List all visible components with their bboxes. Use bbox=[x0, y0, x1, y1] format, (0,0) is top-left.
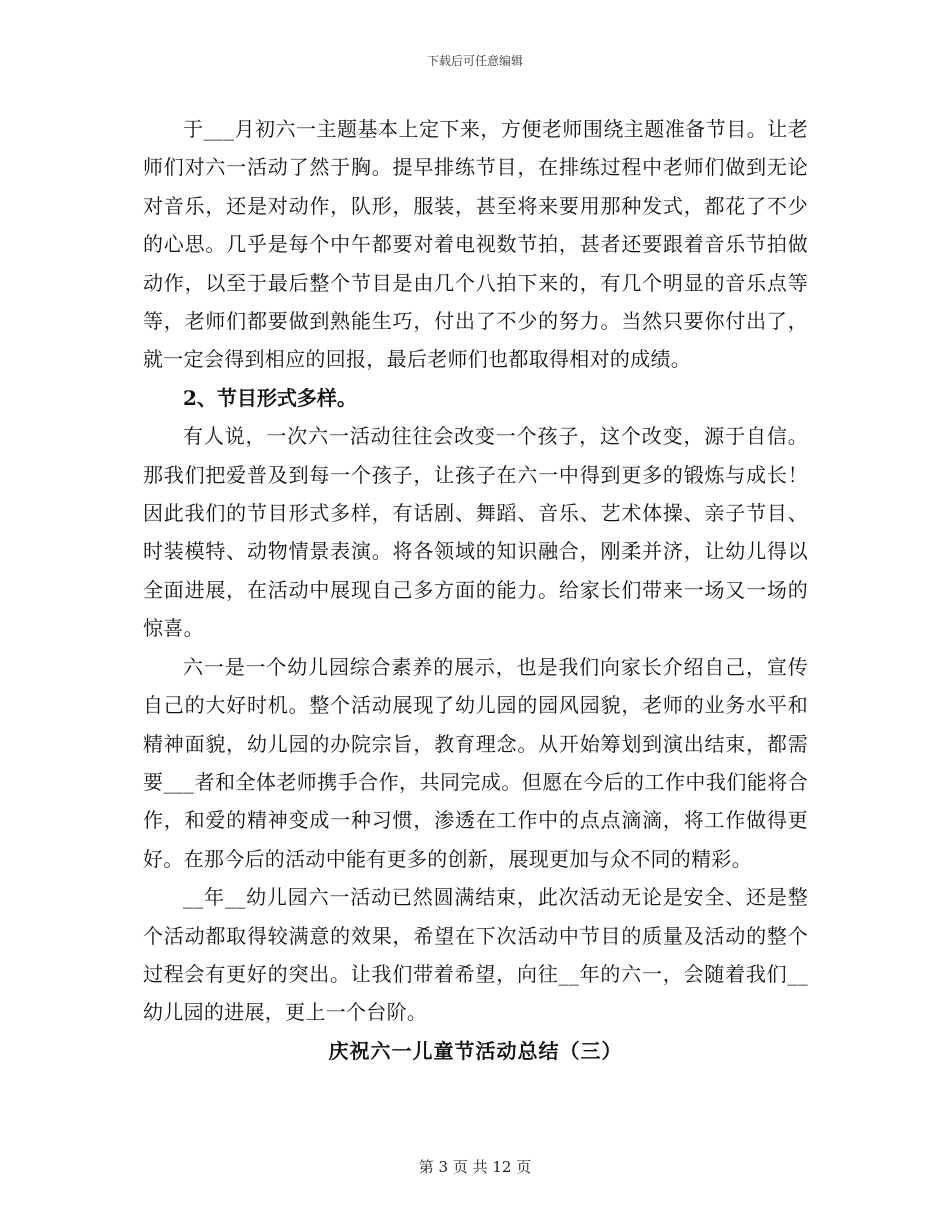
paragraph-1: 于___月初六一主题基本上定下来，方便老师围绕主题准备节目。让老师们对六一活动了然于胸。提早排练节目，在排练过程中老师们做到无论对音乐，还是对动作，队形，服装，甚至将来要用那种发式，都花了不少的心思。几乎是每个中午都要对着电视数节拍，甚者还要跟着音乐节拍做动作，以至于最后整个节目是由几个八拍下来的，有几个明显的音乐点等等，老师们都要做到熟能生巧，付出了不少的努力。当然只要你付出了，就一定会得到相应的回报，最后老师们也都取得相对的成绩。 bbox=[143, 117, 808, 372]
header-note: 下载后可任意编辑 bbox=[426, 54, 523, 68]
page-number-footer: 第 3 页 共 12 页 bbox=[418, 1158, 532, 1176]
section-title: 庆祝六一儿童节活动总结（三） bbox=[328, 1038, 623, 1063]
subheading-2: 2、节目形式多样。 bbox=[183, 385, 357, 410]
paragraph-3: 六一是一个幼儿园综合素养的展示，也是我们向家长介绍自己，宣传自己的大好时机。整个活动展现了幼儿园的园风园貌，老师的业务水平和精神面貌，幼儿园的办院宗旨，教育理念。从开始筹划到演出结束，都需要___者和全体老师携手合作，共同完成。但愿在今后的工作中我们能将合作，和爱的精神变成一种习惯，渗透在工作中的点点滴滴，将工作做得更好。在那今后的活动中能有更多的创新，展现更加与众不同的精彩。 bbox=[143, 654, 808, 871]
document-body bbox=[143, 110, 808, 1070]
paragraph-2: 有人说，一次六一活动往往会改变一个孩子，这个改变，源于自信。那我们把爱普及到每一个孩子，让孩子在六一中得到更多的锻炼与成长！因此我们的节目形式多样，有话剧、舞蹈、音乐、艺术体操、亲子节目、时装模特、动物情景表演。将各领域的知识融合，刚柔并济，让幼儿得以全面进展，在活动中展现自己多方面的能力。给家长们带来一场又一场的惊喜。 bbox=[143, 424, 808, 641]
paragraph-4: __年__幼儿园六一活动已然圆满结束，此次活动无论是安全、还是整个活动都取得较满意的效果，希望在下次活动中节目的质量及活动的整个过程会有更好的突出。让我们带着希望，向往__年的六一，会随着我们__幼儿园的进展，更上一个台阶。 bbox=[143, 885, 808, 1025]
